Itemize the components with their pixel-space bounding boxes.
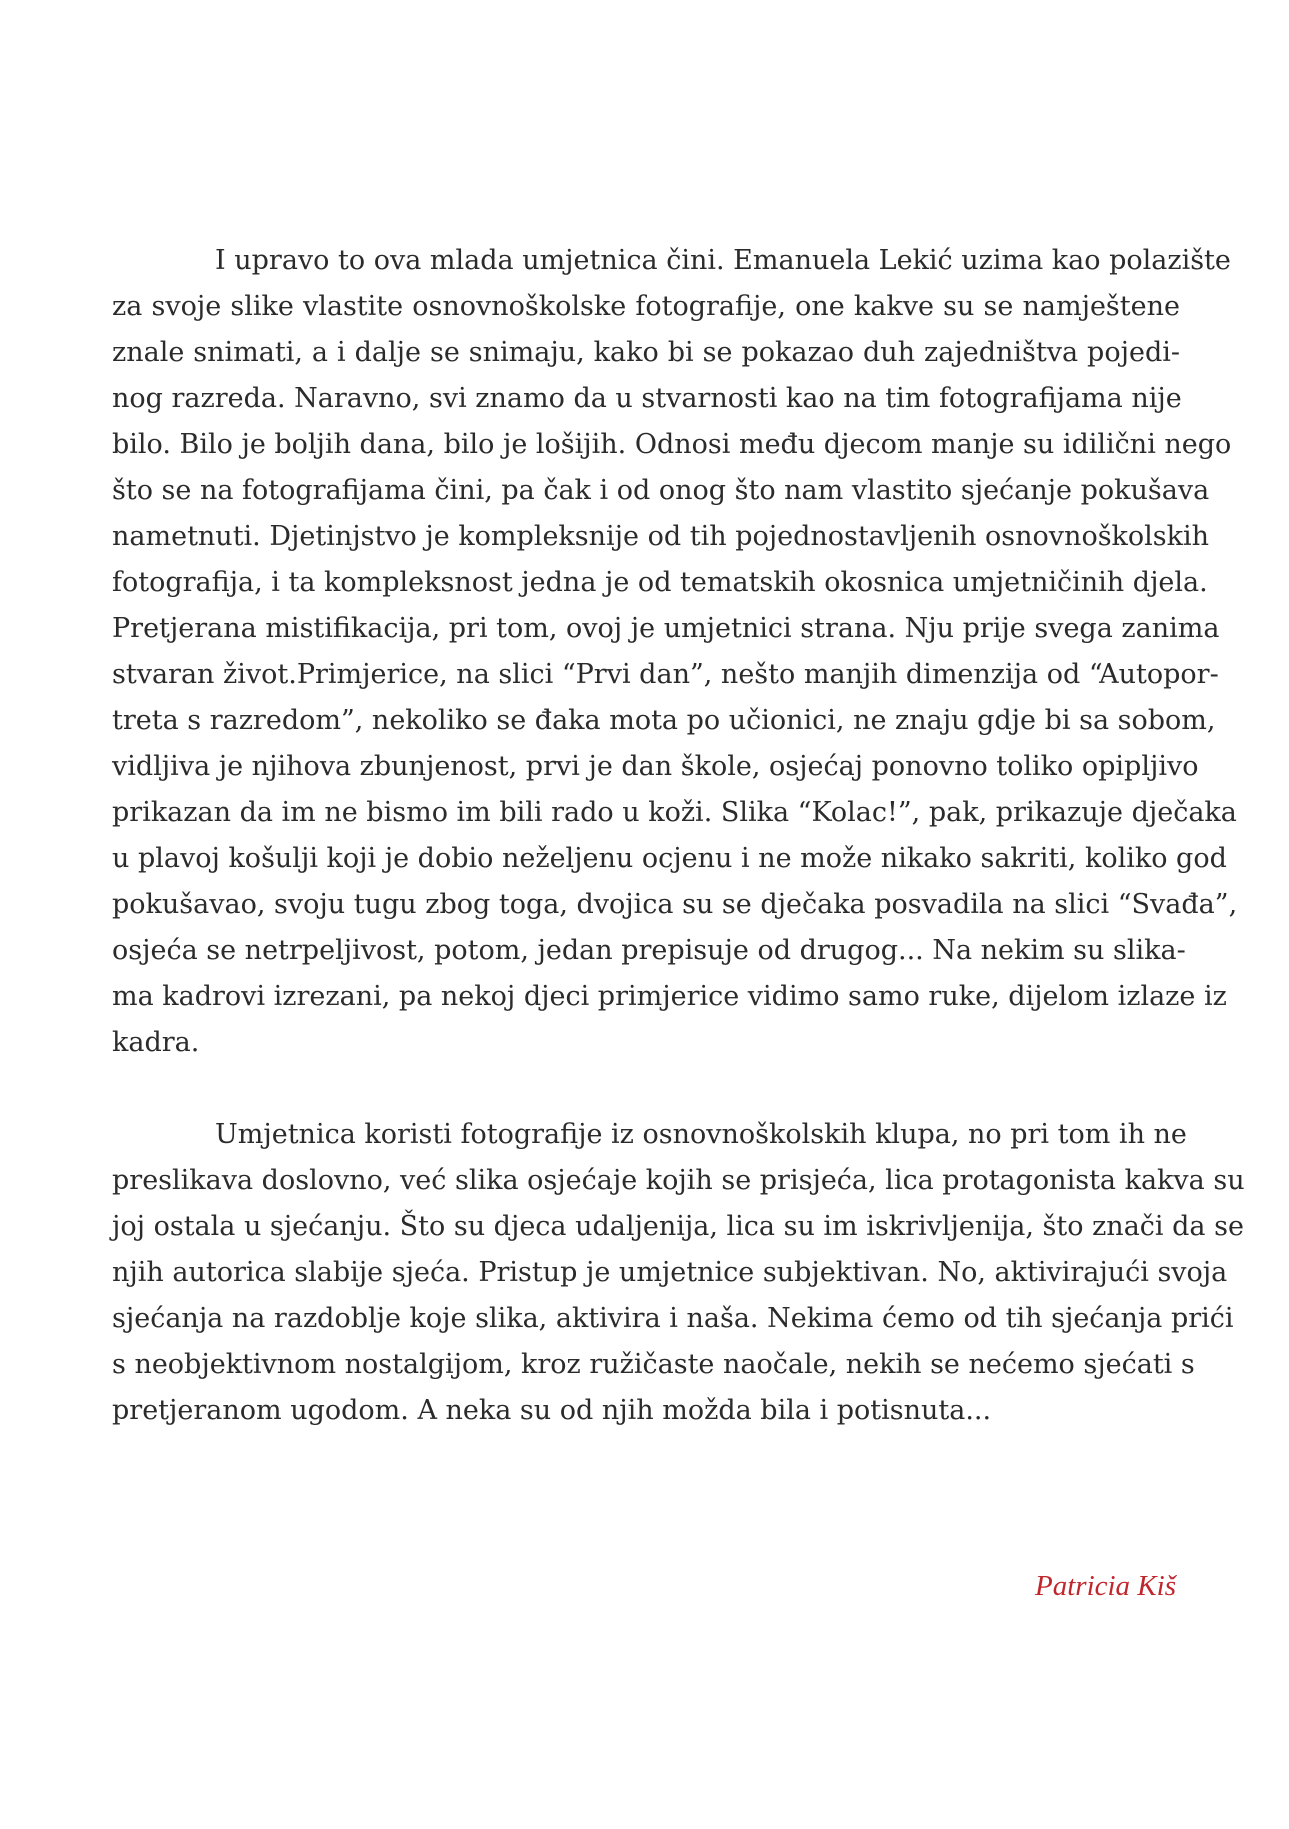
text-line: treta s razredom”, nekoliko se đaka mota po učionici, ne znaju gdje bi sa sobom, <box>112 705 1216 736</box>
text-line: Umjetnica koristi fotografije iz osnovnoškolskih klupa, no pri tom ih ne <box>215 1119 1187 1150</box>
text-line: pretjeranom ugodom. A neka su od njih možda bila i potisnuta... <box>112 1395 992 1426</box>
text-line: osjeća se netrpeljivost, potom, jedan prepisuje od drugog... Na nekim su slika- <box>112 935 1186 966</box>
text-line: znale snimati, a i dalje se snimaju, kako bi se pokazao duh zajedništva pojedi- <box>112 337 1180 368</box>
text-line: nametnuti. Djetinjstvo je kompleksnije od tih pojednostavljenih osnovnoškolskih <box>112 521 1210 552</box>
text-line: kadra. <box>112 1027 200 1058</box>
text-line: nog razreda. Naravno, svi znamo da u stvarnosti kao na tim fotografijama nije <box>112 383 1182 414</box>
body-text <box>112 238 1245 1434</box>
text-line: ma kadrovi izrezani, pa nekoj djeci primjerice vidimo samo ruke, dijelom izlaze iz <box>112 981 1227 1012</box>
text-line: vidljiva je njihova zbunjenost, prvi je dan škole, osjećaj ponovno toliko opipljivo <box>112 751 1199 782</box>
text-line: za svoje slike vlastite osnovnoškolske fotografije, one kakve su se namještene <box>112 291 1180 322</box>
paragraph-2 <box>112 1112 1245 1434</box>
author-signature: Patricia Kiš <box>1035 1570 1176 1602</box>
text-line: preslikava doslovno, već slika osjećaje kojih se prisjeća, lica protagonista kakva su <box>112 1165 1245 1196</box>
text-line: što se na fotografijama čini, pa čak i od onog što nam vlastito sjećanje pokušava <box>112 475 1210 506</box>
text-line: njih autorica slabije sjeća. Pristup je umjetnice subjektivan. No, aktivirajući svoja <box>112 1257 1228 1288</box>
text-line: Pretjerana mistifikacija, pri tom, ovoj je umjetnici strana. Nju prije svega zanima <box>112 613 1220 644</box>
text-line: fotografija, i ta kompleksnost jedna je od tematskih okosnica umjetničinih djela. <box>112 567 1208 598</box>
text-line: joj ostala u sjećanju. Što su djeca udaljenija, lica su im iskrivljenija, što znači da se <box>112 1211 1244 1242</box>
text-line: bilo. Bilo je boljih dana, bilo je lošijih. Odnosi među djecom manje su idilični nego <box>112 429 1232 460</box>
paragraph-1 <box>112 238 1238 1066</box>
text-line: u plavoj košulji koji je dobio neželjenu ocjenu i ne može nikako sakriti, koliko god <box>112 843 1227 874</box>
text-line: stvaran život.Primjerice, na slici “Prvi dan”, nešto manjih dimenzija od “Autopor- <box>112 659 1219 690</box>
text-line: I upravo to ova mlada umjetnica čini. Emanuela Lekić uzima kao polazište <box>215 245 1231 276</box>
text-line: prikazan da im ne bismo im bili rado u koži. Slika “Kolac!”, pak, prikazuje dječaka <box>112 797 1237 828</box>
paragraph-gap <box>112 1066 1180 1112</box>
text-line: pokušavao, svoju tugu zbog toga, dvojica su se dječaka posvadila na slici “Svađa”, <box>112 889 1238 920</box>
text-line: sjećanja na razdoblje koje slika, aktivira i naša. Nekima ćemo od tih sjećanja prići <box>112 1303 1234 1334</box>
text-line: s neobjektivnom nostalgijom, kroz ružičaste naočale, nekih se nećemo sjećati s <box>112 1349 1195 1380</box>
